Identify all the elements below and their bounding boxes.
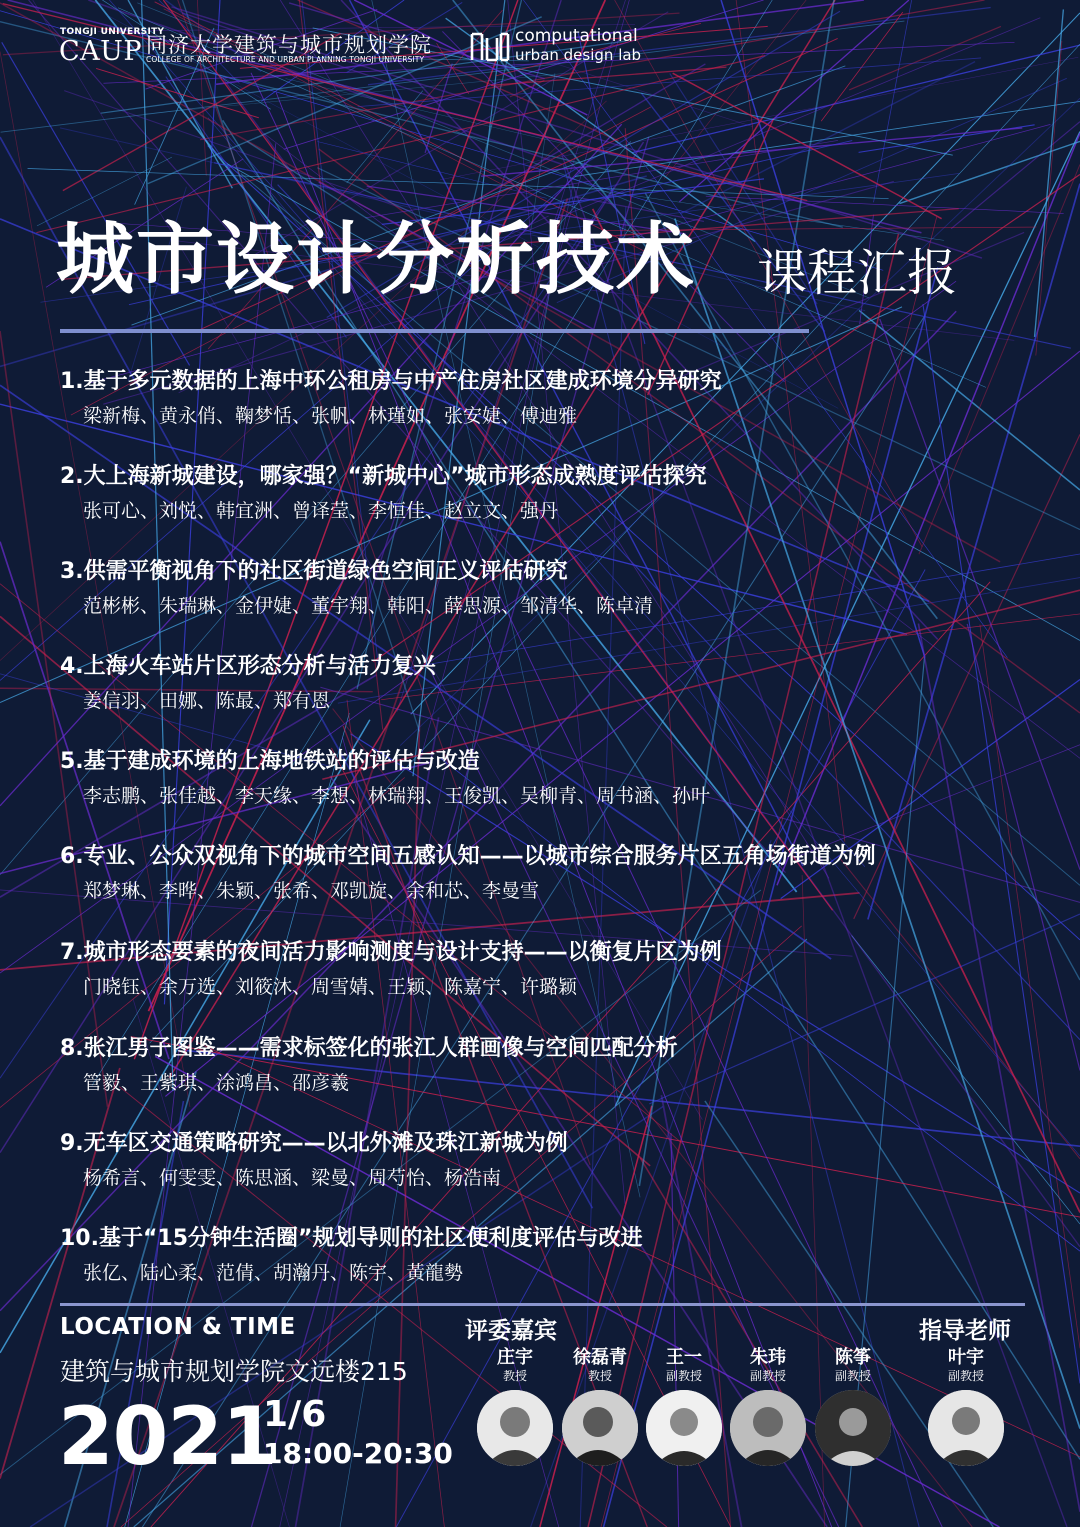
- event-time: 18:00-20:30: [263, 1437, 453, 1470]
- background-line: [200, 0, 984, 140]
- project-members: 门晓钰、余万选、刘筱沐、周雪婧、王颖、陈嘉宁、许璐颖: [83, 976, 578, 998]
- project-members: 郑梦琳、李晔、朱颖、张希、邓凯旋、余和芯、李曼雪: [83, 880, 540, 902]
- person-title: 教授: [587, 1369, 612, 1383]
- background-line: [664, 0, 806, 179]
- poster-subtitle: 课程汇报: [757, 244, 957, 302]
- background-line: [92, 0, 772, 1086]
- project-members: 梁新梅、黄永俏、鞠梦恬、张帆、林瑾如、张安婕、傅迪雅: [83, 405, 578, 427]
- avatar: [562, 1390, 638, 1466]
- avatar: [477, 1390, 553, 1466]
- project-item: [60, 364, 722, 428]
- lab-logo-icon: [470, 28, 510, 64]
- school-name-en: COLLEGE OF ARCHITECTURE AND URBAN PLANNING TONGJI UNIVERSITY: [146, 55, 425, 64]
- project-title: 2.大上海新城建设，哪家强？“新城中心”城市形态成熟度评估探究: [60, 464, 707, 489]
- person-name: 叶宇: [948, 1347, 984, 1368]
- event-year: 2021: [58, 1390, 277, 1483]
- person-title: 副教授: [947, 1369, 984, 1383]
- project-item: [60, 1221, 643, 1285]
- background-line: [1035, 9, 1064, 337]
- project-title: 4.上海火车站片区形态分析与活力复兴: [60, 654, 436, 679]
- project-title: 1.基于多元数据的上海中环公租房与中产住房社区建成环境分异研究: [60, 369, 722, 394]
- project-item: [60, 1031, 678, 1095]
- project-title: 3.供需平衡视角下的社区街道绿色空间正义评估研究: [60, 559, 568, 584]
- project-title: 8.张江男子图鉴——需求标签化的张江人群画像与空间匹配分析: [60, 1036, 678, 1061]
- university-en-label: TONGJI UNIVERSITY: [60, 27, 165, 37]
- caup-logo-text: CAUP: [59, 36, 143, 67]
- avatar: [730, 1390, 806, 1466]
- location-heading: LOCATION & TIME: [60, 1314, 296, 1340]
- bottom-divider: [60, 1303, 1025, 1306]
- person-name: 庄宇: [497, 1347, 533, 1368]
- background-line: [923, 304, 1080, 1383]
- background-line: [854, 434, 1080, 919]
- lab-name-line2: urban design lab: [515, 46, 642, 64]
- person-title: 副教授: [834, 1369, 871, 1383]
- person-title: 副教授: [749, 1369, 786, 1383]
- person-name: 陈筝: [835, 1347, 871, 1368]
- project-item: [60, 744, 710, 808]
- background-line: [453, 0, 938, 619]
- project-members: 管毅、王紫琪、涂鸿昌、邵彦羲: [83, 1072, 350, 1094]
- project-title: 7.城市形态要素的夜间活力影响测度与设计支持——以衡复片区为例: [60, 940, 722, 965]
- person-title: 教授: [502, 1369, 527, 1383]
- avatar: [928, 1390, 1004, 1466]
- background-line: [951, 122, 1080, 229]
- jury-heading: 评委嘉宾: [465, 1318, 557, 1344]
- background-line: [919, 164, 1080, 554]
- project-title: 6.专业、公众双视角下的城市空间五感认知——以城市综合服务片区五角场街道为例: [60, 844, 876, 869]
- project-members: 姜信羽、田娜、陈最、郑有恩: [83, 690, 331, 712]
- advisor-heading: 指导老师: [919, 1318, 1011, 1344]
- person-name: 朱玮: [750, 1347, 786, 1368]
- jury-member: [470, 1348, 560, 1466]
- background-line: [347, 700, 444, 1527]
- avatar: [815, 1390, 891, 1466]
- project-item: [60, 649, 436, 713]
- jury-member: [808, 1348, 898, 1466]
- background-line: [298, 0, 619, 141]
- project-item: [60, 935, 722, 999]
- jury-member: [555, 1348, 645, 1466]
- project-members: 张亿、陆心柔、范倩、胡瀚丹、陈宇、黃龍勢: [83, 1262, 464, 1284]
- poster-title: 城市设计分析技术: [56, 215, 697, 305]
- project-members: 李志鹏、张佳越、李天缘、李想、林瑞翔、王俊凯、吴柳青、周书涵、孙叶: [83, 785, 711, 807]
- project-item: [60, 839, 876, 903]
- project-members: 杨希言、何雯雯、陈思涵、梁曼、周芍怡、杨浩南: [83, 1167, 502, 1189]
- project-title: 9.无车区交通策略研究——以北外滩及珠江新城为例: [60, 1131, 568, 1156]
- project-item: [60, 459, 707, 523]
- school-name-cn: 同济大学建筑与城市规划学院: [146, 33, 432, 57]
- background-line: [859, 310, 1080, 490]
- background-line: [874, 0, 912, 202]
- title-divider: [60, 329, 809, 333]
- event-date: 1/6: [263, 1394, 327, 1435]
- background-line: [1036, 41, 1062, 355]
- person-title: 副教授: [665, 1369, 702, 1383]
- project-members: 张可心、刘悦、韩宜洲、曾译莹、李恒佳、赵立文、强丹: [83, 500, 559, 522]
- project-members: 范彬彬、朱瑞琳、金伊婕、董宇翔、韩阳、薛思源、邹清华、陈卓清: [83, 595, 654, 617]
- background-line: [549, 61, 753, 126]
- project-title: 10.基于“15分钟生活圈”规划导则的社区便利度评估与改进: [60, 1226, 643, 1251]
- advisor-member: [921, 1348, 1011, 1466]
- lab-name-line1: computational: [515, 26, 638, 46]
- background-line: [29, 0, 786, 873]
- jury-member: [639, 1348, 729, 1466]
- location-place: 建筑与城市规划学院文远楼215: [60, 1357, 408, 1386]
- jury-member: [723, 1348, 813, 1466]
- person-name: 王一: [666, 1347, 702, 1368]
- background-line: [632, 45, 1080, 153]
- project-item: [60, 1126, 568, 1190]
- project-item: [60, 554, 653, 618]
- avatar: [646, 1390, 722, 1466]
- background-line: [967, 624, 1080, 1071]
- background-line: [671, 1133, 679, 1527]
- project-title: 5.基于建成环境的上海地铁站的评估与改造: [60, 749, 480, 774]
- person-name: 徐磊青: [573, 1347, 627, 1368]
